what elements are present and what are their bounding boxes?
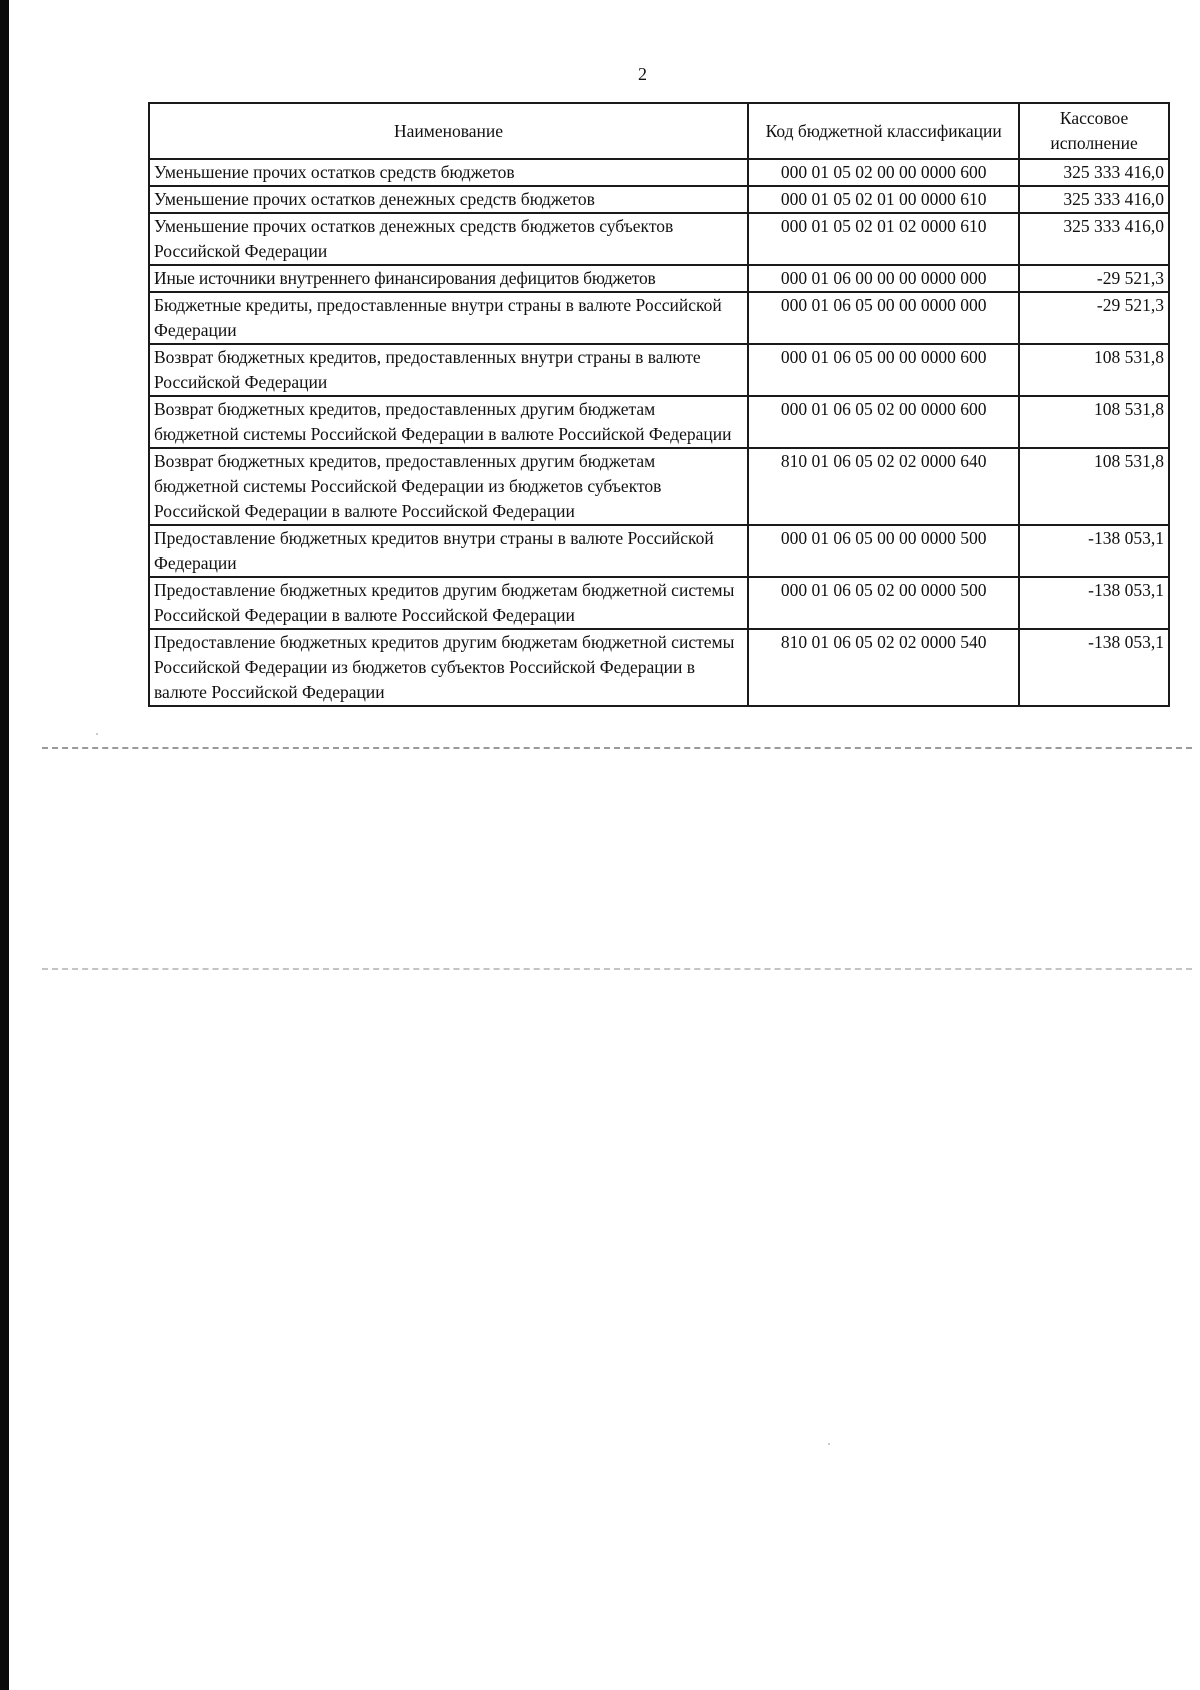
table-row: [149, 629, 1169, 706]
table-row: [149, 344, 1169, 396]
row-name: Иные источники внутреннего финансирования дефицитов бюджетов: [149, 265, 748, 292]
row-name: Предоставление бюджетных кредитов внутри страны в валюте Российской Федерации: [149, 525, 748, 577]
row-code: 810 01 06 05 02 02 0000 540: [748, 629, 1019, 706]
row-code: 000 01 06 00 00 00 0000 000: [748, 265, 1019, 292]
row-name: Возврат бюджетных кредитов, предоставленных другим бюджетам бюджетной системы Российской Федерации из бюджетов субъектов Российской Федерации в валюте Российской Федерации: [149, 448, 748, 525]
row-execution: -138 053,1: [1019, 525, 1169, 577]
row-name: Уменьшение прочих остатков денежных средств бюджетов: [149, 186, 748, 213]
row-execution: -29 521,3: [1019, 265, 1169, 292]
row-name: Предоставление бюджетных кредитов другим бюджетам бюджетной системы Российской Федерации из бюджетов субъектов Российской Федерации в валюте Российской Федерации: [149, 629, 748, 706]
header-name: Наименование: [149, 103, 748, 159]
table-row: [149, 577, 1169, 629]
row-execution: 325 333 416,0: [1019, 186, 1169, 213]
row-code: 000 01 06 05 00 00 0000 600: [748, 344, 1019, 396]
table-row: [149, 292, 1169, 344]
table-row: [149, 525, 1169, 577]
page-number: 2: [638, 64, 647, 84]
row-execution: 325 333 416,0: [1019, 159, 1169, 186]
row-code: 000 01 05 02 00 00 0000 600: [748, 159, 1019, 186]
row-execution: 108 531,8: [1019, 448, 1169, 525]
budget-table: [148, 102, 1170, 707]
scan-fold-line: [42, 747, 1192, 749]
table-row: [149, 396, 1169, 448]
row-execution: 108 531,8: [1019, 396, 1169, 448]
row-execution: 108 531,8: [1019, 344, 1169, 396]
row-code: 000 01 06 05 00 00 0000 000: [748, 292, 1019, 344]
row-code: 810 01 06 05 02 02 0000 640: [748, 448, 1019, 525]
row-execution: -29 521,3: [1019, 292, 1169, 344]
row-name: Возврат бюджетных кредитов, предоставленных внутри страны в валюте Российской Федерации: [149, 344, 748, 396]
header-code: Код бюджетной классификации: [748, 103, 1019, 159]
scan-edge-shadow: [0, 0, 9, 1690]
table-header-row: [149, 103, 1169, 159]
row-code: 000 01 05 02 01 02 0000 610: [748, 213, 1019, 265]
row-name: Возврат бюджетных кредитов, предоставленных другим бюджетам бюджетной системы Российской Федерации в валюте Российской Федерации: [149, 396, 748, 448]
row-execution: 325 333 416,0: [1019, 213, 1169, 265]
table-row: [149, 159, 1169, 186]
table-row: [149, 265, 1169, 292]
row-name: Уменьшение прочих остатков денежных средств бюджетов субъектов Российской Федерации: [149, 213, 748, 265]
scan-fold-line: [42, 968, 1192, 970]
table-row: [149, 448, 1169, 525]
scan-speck: [828, 1443, 830, 1445]
row-code: 000 01 06 05 00 00 0000 500: [748, 525, 1019, 577]
row-execution: -138 053,1: [1019, 577, 1169, 629]
row-execution: -138 053,1: [1019, 629, 1169, 706]
row-name: Уменьшение прочих остатков средств бюджетов: [149, 159, 748, 186]
row-name: Бюджетные кредиты, предоставленные внутри страны в валюте Российской Федерации: [149, 292, 748, 344]
table-row: [149, 186, 1169, 213]
row-code: 000 01 05 02 01 00 0000 610: [748, 186, 1019, 213]
row-code: 000 01 06 05 02 00 0000 500: [748, 577, 1019, 629]
scan-speck: [96, 733, 98, 735]
table-row: [149, 213, 1169, 265]
row-name: Предоставление бюджетных кредитов другим бюджетам бюджетной системы Российской Федерации в валюте Российской Федерации: [149, 577, 748, 629]
row-code: 000 01 06 05 02 00 0000 600: [748, 396, 1019, 448]
header-execution: Кассовое исполнение: [1019, 103, 1169, 159]
